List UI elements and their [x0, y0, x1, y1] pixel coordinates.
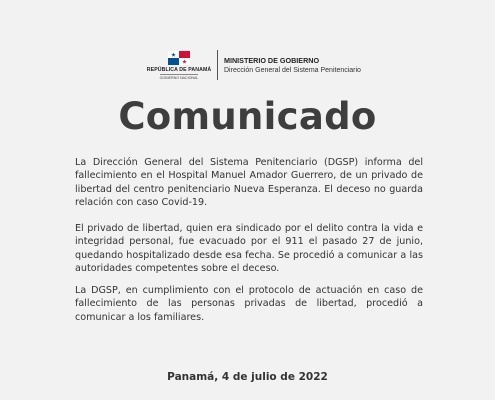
government-label: GOBIERNO NACIONAL — [159, 75, 199, 80]
ministry-subtitle: Dirección General del Sistema Penitenciario — [224, 67, 361, 74]
government-logo — [145, 51, 213, 80]
paragraph-1: La Dirección General del Sistema Penitenciario (DGSP) informa del fallecimiento en el Hospital Manuel Amador Guerrero, de un privado de libertad del centro penitenciario Nueva Esperanza. El deceso no guarda relación con caso Covid-19. — [75, 157, 423, 209]
paragraph-2: El privado de libertad, quien era sindicado por el delito contra la vida e integridad personal, fue evacuado por el 911 el pasado 27 de junio, quedando hospitalizado desde esa fecha. Se procedió a comunicar a las autoridades competentes sobre el deceso. — [75, 223, 423, 275]
country-name: REPÚBLICA DE PANAMÁ — [146, 66, 212, 73]
ministry-block — [224, 56, 361, 74]
paragraph-3: La DGSP, en cumplimiento con el protocolo de actuación en caso de fallecimiento de las personas privadas de libertad, procedió a comunicar a los familiares. — [75, 285, 423, 323]
ministry-title: MINISTERIO DE GOBIERNO — [224, 56, 320, 65]
date-line: Panamá, 4 de julio de 2022 — [167, 371, 328, 383]
header — [145, 50, 361, 80]
header-divider — [217, 50, 218, 80]
panama-flag-icon — [168, 51, 190, 65]
document-title: Comunicado — [118, 95, 377, 138]
